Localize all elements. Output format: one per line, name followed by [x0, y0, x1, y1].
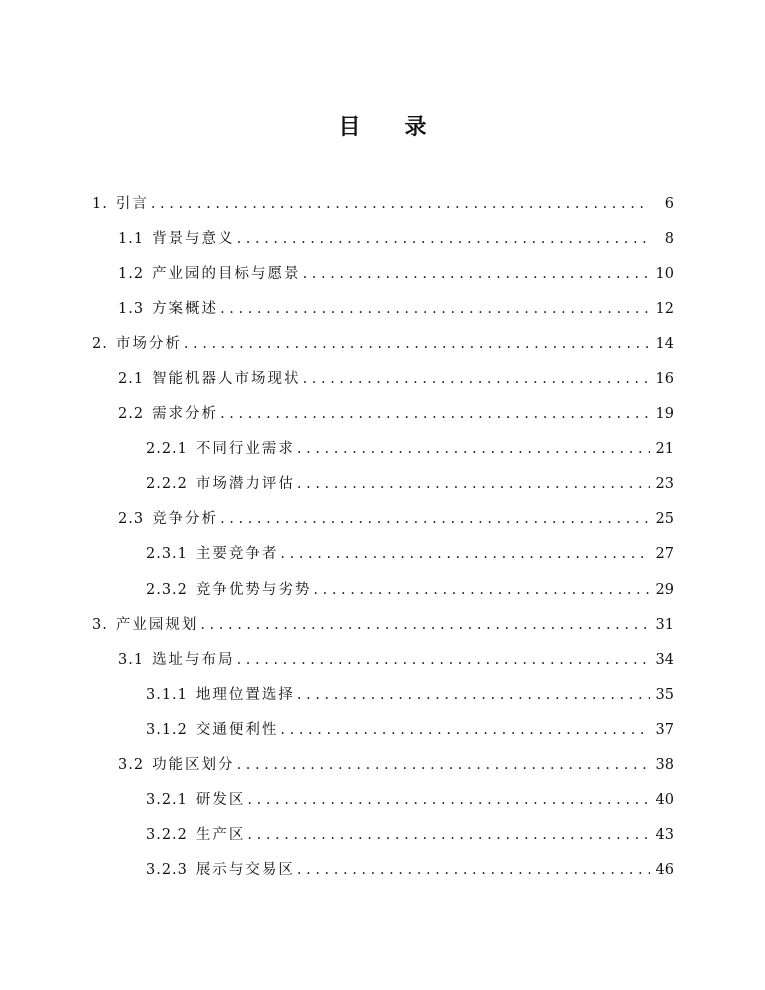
toc-entry[interactable] [0, 712, 765, 747]
toc-entry-page-number: 16 [655, 371, 674, 388]
toc-entry-number: 2. [92, 335, 108, 352]
toc-entry-page-number: 43 [655, 827, 674, 844]
toc-entry-number: 3.2 [118, 757, 145, 774]
toc-entry-number: 3.2.3 [146, 862, 188, 879]
toc-entry[interactable] [0, 642, 765, 677]
toc-entry-title: 引言 [115, 195, 149, 212]
toc-entry-number: 3.2.1 [146, 792, 188, 809]
toc-entry-title: 交通便利性 [195, 721, 279, 738]
toc-entry-title: 研发区 [195, 792, 246, 809]
toc-dot-leader [220, 509, 649, 529]
toc-entry-page-number: 23 [655, 476, 674, 493]
toc-dot-leader [303, 369, 650, 389]
toc-entry-page-number: 40 [655, 792, 674, 809]
toc-dot-leader [297, 439, 650, 459]
toc-entry[interactable] [0, 677, 765, 712]
toc-dot-leader [200, 615, 649, 635]
toc-dot-leader [313, 580, 649, 600]
toc-entry-title: 竞争分析 [152, 511, 219, 528]
toc-dot-leader [237, 650, 650, 670]
toc-dot-leader [297, 860, 650, 880]
toc-entry-number: 1.3 [118, 300, 145, 317]
toc-entry-title: 方案概述 [152, 300, 219, 317]
toc-entry-number: 2.2.2 [146, 476, 188, 493]
toc-entry-number: 2.2.1 [146, 441, 188, 458]
toc-entry[interactable] [0, 221, 765, 256]
toc-dot-leader [151, 194, 650, 214]
toc-entry-title: 市场潜力评估 [195, 476, 295, 493]
toc-entry-page-number: 34 [655, 651, 674, 668]
toc-entry-page-number: 21 [655, 441, 674, 458]
toc-entry[interactable] [0, 607, 765, 642]
toc-dot-leader [220, 299, 649, 319]
toc-entry-page-number: 29 [655, 581, 674, 598]
toc-dot-leader [303, 264, 650, 284]
toc-entry-number: 2.3 [118, 511, 145, 528]
toc-entry-title: 背景与意义 [152, 230, 235, 247]
toc-entry-page-number: 8 [664, 230, 674, 247]
toc-entry[interactable] [0, 361, 765, 396]
toc-entry[interactable] [0, 853, 765, 888]
toc-entry-number: 1.2 [118, 265, 145, 282]
toc-dot-leader [220, 404, 649, 424]
toc-entry[interactable] [0, 467, 765, 502]
toc-entry-number: 2.2 [118, 406, 145, 423]
toc-dot-leader [297, 685, 650, 705]
toc-entry-number: 1.1 [118, 230, 145, 247]
toc-entry-title: 需求分析 [152, 406, 219, 423]
toc-dot-leader [280, 544, 649, 564]
toc-entry[interactable] [0, 326, 765, 361]
toc-entry-number: 2.3.1 [146, 546, 188, 563]
toc-dot-leader [297, 474, 650, 494]
toc-entry-number: 2.1 [118, 371, 145, 388]
toc-entry-number: 2.3.2 [146, 581, 188, 598]
toc-entry[interactable] [0, 818, 765, 853]
toc-entry-title: 主要竞争者 [195, 546, 279, 563]
toc-entry-title: 不同行业需求 [195, 441, 295, 458]
toc-entry-title: 选址与布局 [152, 651, 235, 668]
toc-entry-title: 功能区划分 [152, 757, 235, 774]
toc-entry-page-number: 46 [655, 862, 674, 879]
toc-entry[interactable] [0, 748, 765, 783]
toc-entry[interactable] [0, 432, 765, 467]
toc-entry-page-number: 31 [655, 616, 674, 633]
toc-entry[interactable] [0, 502, 765, 537]
toc-entry-title: 生产区 [195, 827, 246, 844]
toc-entry-page-number: 38 [655, 757, 674, 774]
toc-entry-title: 产业园的目标与愿景 [152, 265, 301, 282]
toc-entry[interactable] [0, 537, 765, 572]
toc-entry-page-number: 19 [655, 406, 674, 423]
toc-dot-leader [247, 790, 649, 810]
toc-entry[interactable] [0, 186, 765, 221]
toc-entry-title: 市场分析 [115, 335, 182, 352]
toc-entry-number: 3.2.2 [146, 827, 188, 844]
toc-entry-page-number: 27 [655, 546, 674, 563]
toc-entry-number: 3. [92, 616, 108, 633]
toc-entry-page-number: 14 [655, 335, 674, 352]
toc-entry-page-number: 10 [655, 265, 674, 282]
toc-entry-number: 3.1.2 [146, 721, 188, 738]
toc-dot-leader [247, 825, 649, 845]
toc-dot-leader [237, 229, 650, 249]
toc-entry[interactable] [0, 256, 765, 291]
toc-entry-page-number: 6 [664, 195, 674, 212]
toc-entry-page-number: 37 [655, 721, 674, 738]
toc-entry-title: 地理位置选择 [195, 686, 295, 703]
toc-entry[interactable] [0, 783, 765, 818]
toc-entry[interactable] [0, 572, 765, 607]
toc-entry-title: 产业园规划 [115, 616, 199, 633]
toc-entry[interactable] [0, 397, 765, 432]
table-of-contents [0, 186, 765, 888]
toc-entry-number: 3.1 [118, 651, 145, 668]
toc-entry-page-number: 35 [655, 686, 674, 703]
toc-dot-leader [237, 755, 650, 775]
toc-entry-title: 智能机器人市场现状 [152, 371, 301, 388]
page-title: 目 录 [338, 115, 427, 140]
toc-entry-number: 3.1.1 [146, 686, 188, 703]
toc-dot-leader [184, 334, 650, 354]
toc-entry-number: 1. [92, 195, 108, 212]
toc-entry-title: 竞争优势与劣势 [195, 581, 312, 598]
toc-dot-leader [280, 720, 649, 740]
toc-entry[interactable] [0, 291, 765, 326]
toc-entry-page-number: 12 [655, 300, 674, 317]
toc-entry-title: 展示与交易区 [195, 862, 295, 879]
toc-entry-page-number: 25 [655, 511, 674, 528]
